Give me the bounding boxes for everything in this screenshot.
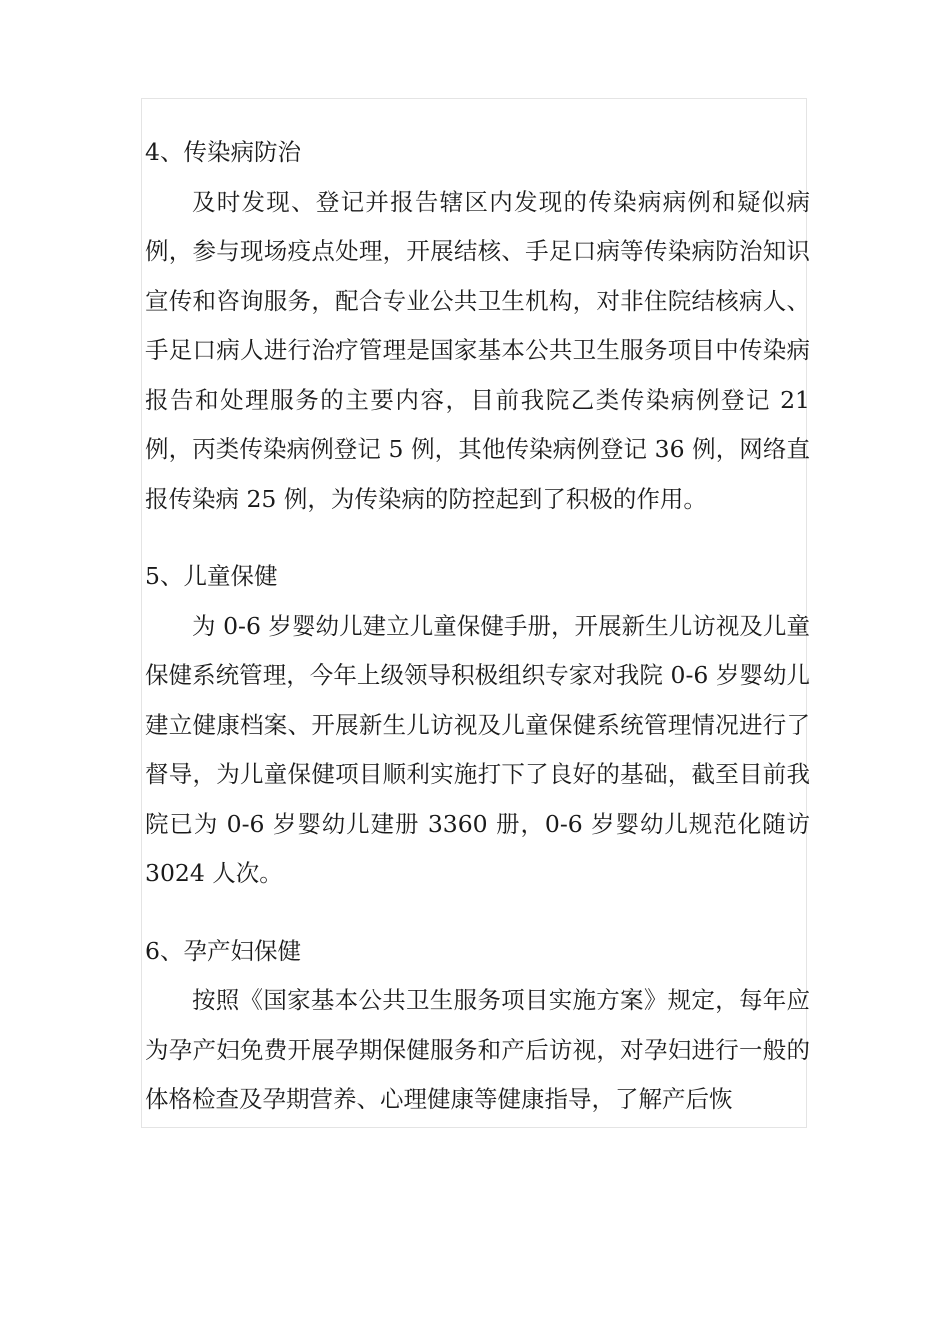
section-maternal-health bbox=[145, 927, 810, 1125]
section-spacer bbox=[145, 899, 810, 927]
section-paragraph: 按照《国家基本公共卫生服务项目实施方案》规定，每年应为孕产妇免费开展孕期保健服务和产后访视，对孕妇进行一般的体格检查及孕期营养、心理健康等健康指导，了解产后恢 bbox=[145, 986, 810, 1113]
section-heading: 6、孕产妇保健 bbox=[145, 936, 301, 965]
section-paragraph: 为 0-6 岁婴幼儿建立儿童保健手册，开展新生儿访视及儿童保健系统管理，今年上级领导积极组织专家对我院 0-6 岁婴幼儿建立健康档案、开展新生儿访视及儿童保健系统管理情况进行了督导，为儿童保健项目顺利实施打下了良好的基础，截至目前我院已为 0-6 岁婴幼儿建册 3360 册，0-6 岁婴幼儿规范化随访 3024 人次。 bbox=[145, 611, 810, 887]
section-child-health bbox=[145, 552, 810, 899]
section-spacer bbox=[145, 524, 810, 552]
section-heading: 4、传染病防治 bbox=[145, 138, 301, 166]
section-paragraph: 及时发现、登记并报告辖区内发现的传染病病例和疑似病例，参与现场疫点处理，开展结核、手足口病等传染病防治知识宣传和咨询服务，配合专业公共卫生机构，对非住院结核病人、手足口病人进行治疗管理是国家基本公共卫生服务项目中传染病报告和处理服务的主要内容，目前我院乙类传染病例登记 21 例，丙类传染病例登记 5 例，其他传染病例登记 36 例，网络直报传染病 25 例，为传染病的防控起到了积极的作用。 bbox=[145, 187, 810, 513]
section-heading: 5、儿童保健 bbox=[145, 562, 278, 590]
section-infectious-disease bbox=[145, 128, 810, 524]
document-body bbox=[145, 128, 810, 1125]
